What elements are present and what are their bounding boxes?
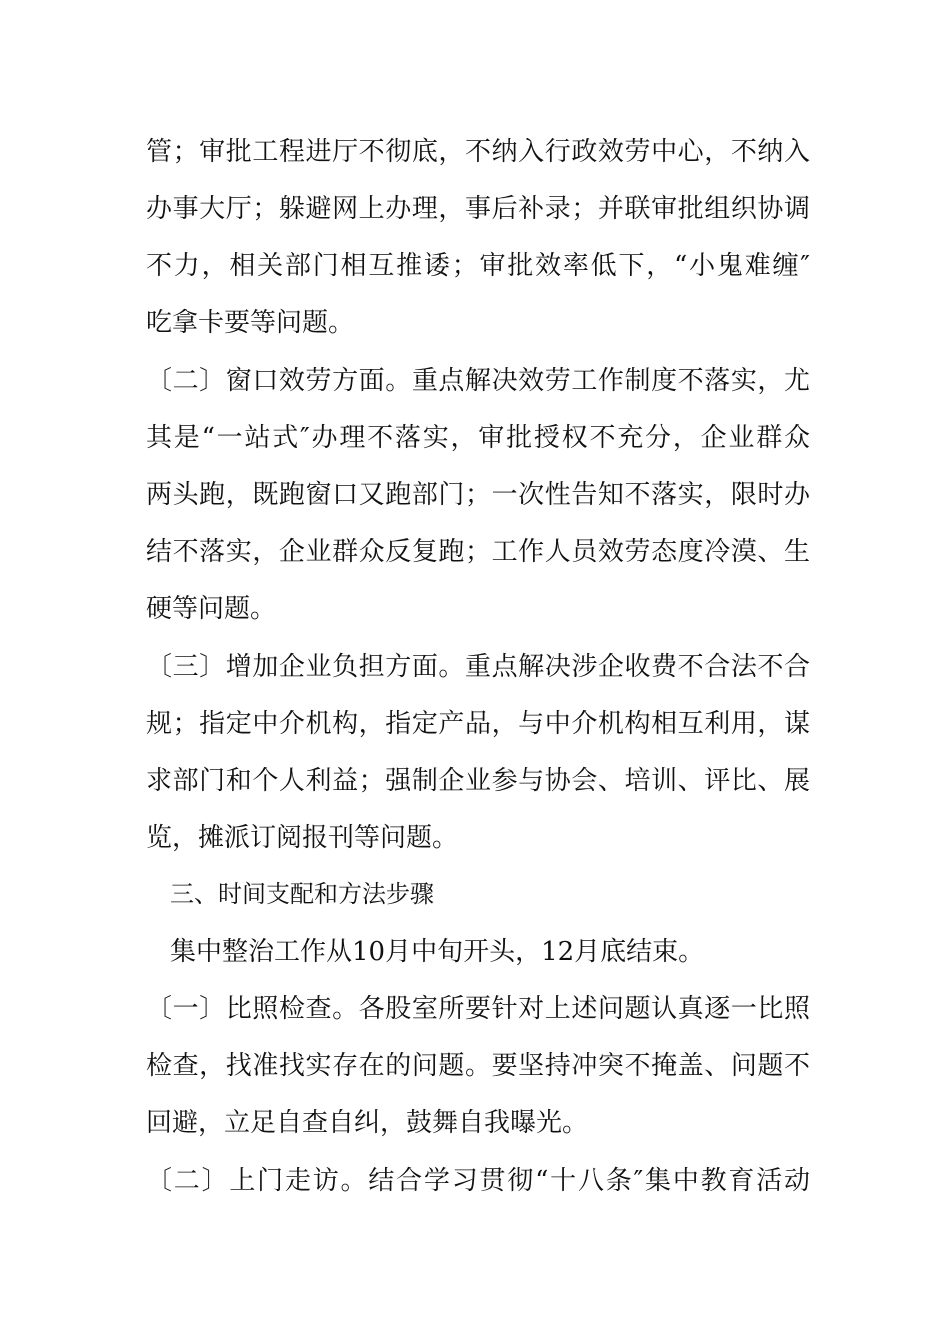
text-line: 管；审批工程进厅不彻底，不纳入行政效劳中心，不纳入 [146, 137, 810, 167]
paragraph-start-line: 〔三〕增加企业负担方面。重点解决涉企收费不合法不合 [146, 652, 810, 682]
text-line: 回避，立足自查自纠，鼓舞自我曝光。 [146, 1108, 589, 1138]
text-line: 求部门和个人利益；强制企业参与协会、培训、评比、展 [146, 766, 810, 796]
text-line: 览，摊派订阅报刊等问题。 [146, 823, 459, 853]
text-line: 结不落实，企业群众反复跑；工作人员效劳态度冷漠、生 [146, 537, 810, 567]
paragraph-start-line: 〔二〕上门走访。结合学习贯彻“十八条″集中教育活动 [146, 1166, 810, 1196]
paragraph-start-line: 〔二〕窗口效劳方面。重点解决效劳工作制度不落实，尤 [146, 366, 810, 396]
text-line: 检查，找准找实存在的问题。要坚持冲突不掩盖、问题不 [146, 1051, 810, 1081]
text-line: 不力，相关部门相互推诿；审批效率低下，“小鬼难缠″ [146, 251, 810, 281]
text-line: 办事大厅；躲避网上办理，事后补录；并联审批组织协调 [146, 194, 810, 224]
text-line: 硬等问题。 [146, 594, 277, 624]
text-line: 两头跑，既跑窗口又跑部门；一次性告知不落实，限时办 [146, 480, 810, 510]
text-line: 其是“一站式″办理不落实，审批授权不充分，企业群众 [146, 423, 810, 453]
text-line: 规；指定中介机构，指定产品，与中介机构相互利用，谋 [146, 709, 810, 739]
text-line: 吃拿卡要等问题。 [146, 308, 355, 338]
section-heading: 三、时间支配和方法步骤 [170, 880, 434, 908]
paragraph-line: 集中整治工作从10月中旬开头，12月底结束。 [170, 937, 705, 967]
paragraph-start-line: 〔一〕比照检查。各股室所要针对上述问题认真逐一比照 [146, 994, 810, 1024]
